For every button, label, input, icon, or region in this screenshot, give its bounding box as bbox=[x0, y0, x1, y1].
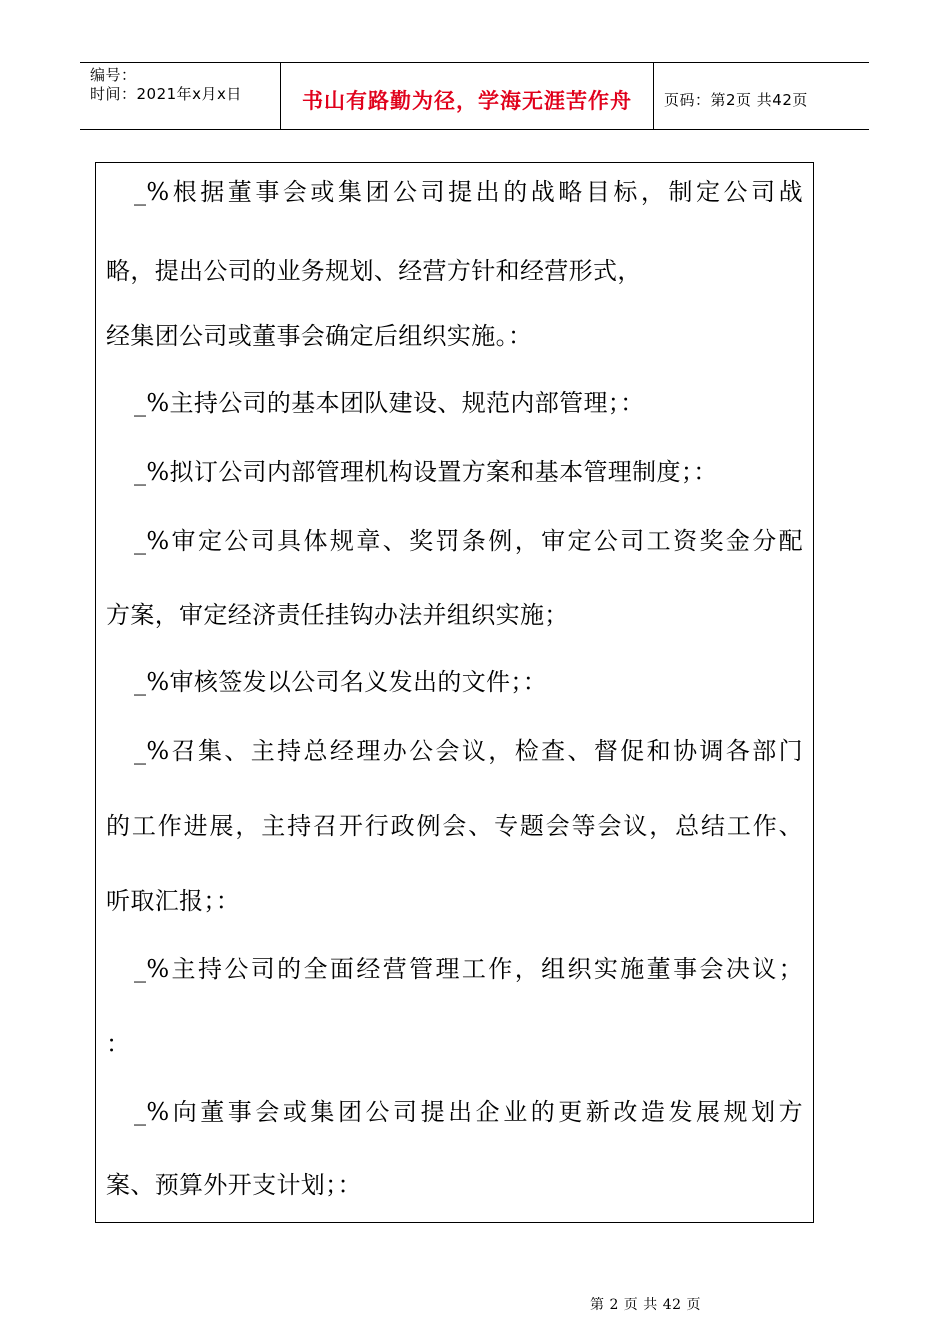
content-line: _%审核签发以公司名义发出的文件；： bbox=[134, 668, 548, 696]
header-divider-right bbox=[653, 63, 654, 129]
content-line: ： bbox=[106, 1030, 131, 1058]
content-line: _%主持公司的全面经营管理工作，组织实施董事会决议； bbox=[134, 955, 803, 983]
document-time: 时间：2021年x月x日 bbox=[90, 85, 242, 103]
header-motto: 书山有路勤为径，学海无涯苦作舟 bbox=[302, 89, 632, 113]
header-meta bbox=[90, 66, 242, 104]
content-box bbox=[95, 162, 814, 1223]
content-line: _%主持公司的基本团队建设、规范内部管理；： bbox=[134, 389, 645, 417]
content-line: _%召集、主持总经理办公会议，检查、督促和协调各部门 bbox=[134, 737, 803, 765]
content-line: _%向董事会或集团公司提出企业的更新改造发展规划方 bbox=[134, 1098, 803, 1126]
content-line: 的工作进展，主持召开行政例会、专题会等会议，总结工作、 bbox=[106, 812, 803, 840]
content-line: 经集团公司或董事会确定后组织实施。： bbox=[106, 322, 533, 350]
content-line: 略，提出公司的业务规划、经营方针和经营形式， bbox=[106, 257, 642, 285]
content-line: _%根据董事会或集团公司提出的战略目标，制定公司战 bbox=[134, 178, 803, 206]
page-footer: 第 2 页 共 42 页 bbox=[590, 1297, 701, 1313]
page-header bbox=[80, 62, 869, 130]
content-line: _%拟订公司内部管理机构设置方案和基本管理制度；： bbox=[134, 458, 718, 486]
content-line: 听取汇报；： bbox=[106, 887, 241, 915]
content-line: 方案，审定经济责任挂钩办法并组织实施； bbox=[106, 601, 569, 629]
header-page-info: 页码：第2页 共42页 bbox=[664, 91, 808, 109]
content-line: _%审定公司具体规章、奖罚条例，审定公司工资奖金分配 bbox=[134, 527, 803, 555]
content-line: 案、预算外开支计划；： bbox=[106, 1171, 362, 1199]
document-number-label: 编号： bbox=[90, 66, 137, 84]
